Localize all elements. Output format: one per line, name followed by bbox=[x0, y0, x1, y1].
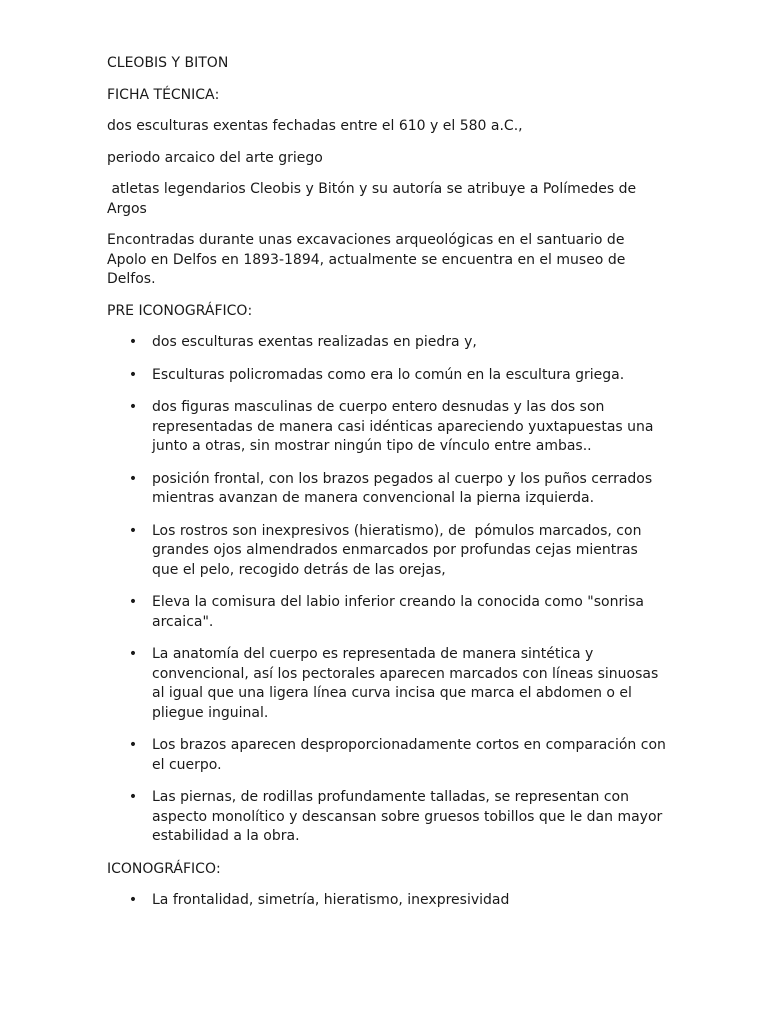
list-item bbox=[107, 470, 667, 509]
list-item bbox=[107, 593, 667, 632]
bullet-icon: • bbox=[128, 470, 138, 487]
list-item-text: La anatomía del cuerpo es representada de manera sintética y convencional, así los pectorales aparecen marcados con líneas sinuosas al igual que una ligera línea curva incisa que marca el abdomen o el pliegue inguinal. bbox=[152, 646, 659, 721]
icono-heading-text: ICONOGRÁFICO bbox=[107, 860, 216, 877]
pre-iconografico-heading bbox=[107, 302, 667, 322]
ficha-paragraph: dos esculturas exentas fechadas entre el 610 y el 580 a.C., bbox=[107, 118, 523, 134]
pre-heading-text: PRE ICONOGRÁFICO bbox=[107, 302, 248, 319]
pre-heading-colon: : bbox=[247, 302, 253, 319]
bullet-icon: • bbox=[128, 334, 138, 350]
ficha-paragraph: Encontradas durante unas excavaciones arqueológicas en el santuario de Apolo en Delfos en 1893-1894, actualmente se encuentra en el museo de Delfos. bbox=[107, 232, 626, 287]
list-item bbox=[107, 645, 667, 723]
list-item bbox=[107, 788, 667, 847]
list-item-text: dos figuras masculinas de cuerpo entero desnudas y las dos son representadas de manera casi idénticas apareciendo yuxtapuestas una junto a otras, sin mostrar ningún tipo de vínculo entre ambas.. bbox=[152, 399, 654, 454]
iconografico-list bbox=[107, 891, 667, 911]
list-item-text: Los rostros son inexpresivos (hieratismo), de pómulos marcados, con grandes ojos almendrados enmarcados por profundas cejas mientras que el pelo, recogido detrás de las orejas, bbox=[152, 522, 646, 578]
list-item bbox=[107, 333, 667, 353]
ficha-heading-text: FICHA TÉCNICA bbox=[107, 86, 215, 103]
list-item-text: La frontalidad, simetría, hieratismo, inexpresividad bbox=[152, 892, 510, 908]
list-item-text: Los brazos aparecen desproporcionadamente cortos en comparación con el cuerpo. bbox=[152, 737, 666, 773]
iconografico-heading bbox=[107, 860, 667, 880]
icono-heading-colon: : bbox=[215, 860, 221, 877]
pre-iconografico-list bbox=[107, 333, 667, 847]
list-item-text: Las piernas, de rodillas profundamente talladas, se representan con aspecto monolítico y descansan sobre gruesos tobillos que le dan mayor estabilidad a la obra. bbox=[152, 789, 663, 844]
bullet-icon: • bbox=[128, 522, 138, 539]
ficha-paragraph: atletas legendarios Cleobis y Bitón y su autoría se atribuye a Polímedes de Argos bbox=[107, 181, 641, 217]
document-title bbox=[107, 54, 667, 74]
bullet-icon: • bbox=[128, 366, 138, 383]
ficha-paragraph: periodo arcaico del arte griego bbox=[107, 149, 323, 166]
list-item bbox=[107, 891, 667, 911]
list-item-text: Esculturas policromadas como era lo común en la escultura griega. bbox=[152, 366, 625, 383]
bullet-icon: • bbox=[128, 594, 138, 610]
bullet-icon: • bbox=[128, 399, 138, 415]
bullet-icon: • bbox=[128, 892, 138, 908]
list-item bbox=[107, 398, 667, 457]
bullet-icon: • bbox=[128, 789, 138, 805]
bullet-icon: • bbox=[128, 737, 138, 753]
list-item-text: dos esculturas exentas realizadas en piedra y, bbox=[152, 334, 477, 350]
title-text: CLEOBIS Y BITON bbox=[107, 55, 229, 71]
ficha-heading-colon: : bbox=[214, 86, 220, 103]
bullet-icon: • bbox=[128, 646, 138, 662]
list-item-text: Eleva la comisura del labio inferior creando la conocida como "sonrisa arcaica". bbox=[152, 594, 644, 630]
list-item bbox=[107, 736, 667, 775]
document-body bbox=[107, 54, 667, 924]
ficha-heading bbox=[107, 86, 667, 106]
list-item bbox=[107, 522, 667, 581]
list-item bbox=[107, 366, 667, 386]
list-item-text: posición frontal, con los brazos pegados al cuerpo y los puños cerrados mientras avanzan de manera convencional la pierna izquierda. bbox=[152, 470, 653, 506]
